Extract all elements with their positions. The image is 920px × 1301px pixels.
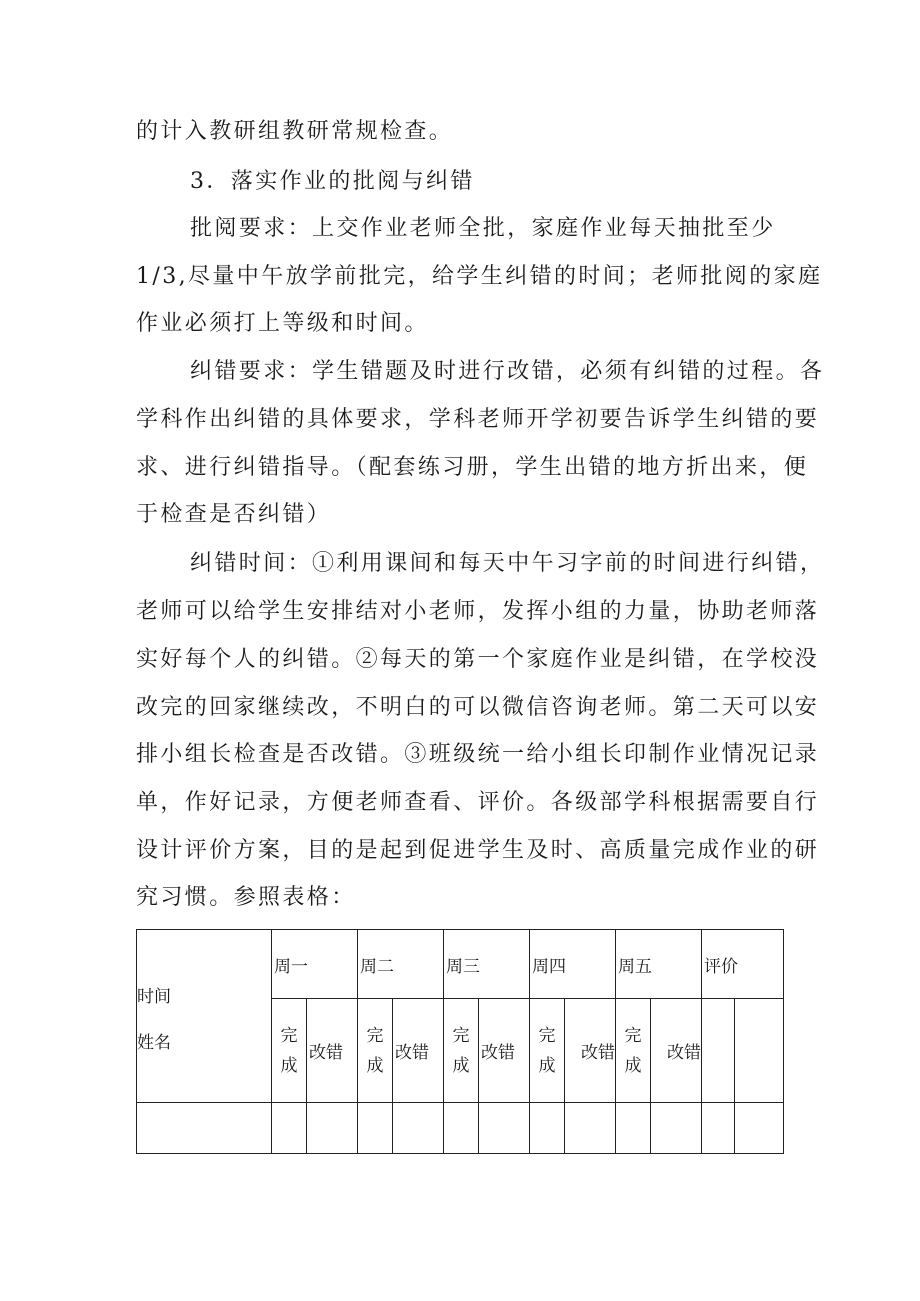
blank-cell [444,1103,479,1154]
blank-cell [272,1103,307,1154]
blank-cell [702,1103,735,1154]
name-label: 姓名 [137,1033,171,1053]
text-line: 排小组长检查是否改错。③班级统一给小组长印制作业情况记录 [136,742,820,767]
blank-cell [358,1103,393,1154]
text-line: 学科作出纠错的具体要求，学科老师开学初要告诉学生纠错的要 [136,407,820,432]
table-corner-header [137,930,272,1103]
blank-cell [393,1103,444,1154]
done-top: 完 [452,1025,470,1046]
done-cell [272,999,307,1103]
fix-cell: 改错 [393,999,444,1103]
name-cell [137,1103,272,1154]
header-monday: 周一 [272,930,358,999]
homework-record-table [136,929,784,1154]
done-cell [358,999,393,1103]
text-line: 作业必须打上等级和时间。 [136,311,429,336]
done-cell [444,999,479,1103]
blank-cell [651,1103,702,1154]
eval-cell [735,999,784,1103]
text-line: 老师可以给学生安排结对小老师，发挥小组的力量，协助老师落 [136,599,820,624]
blank-cell [530,1103,565,1154]
text-line: 改完的回家继续改，不明白的可以微信咨询老师。第二天可以安 [136,695,820,720]
text-line: 纠错要求：学生错题及时进行改错，必须有纠错的过程。各 [190,359,825,384]
blank-cell [616,1103,651,1154]
text-line: 实好每个人的纠错。②每天的第一个家庭作业是纠错，在学校没 [136,647,820,672]
text-line: 1/3,尽量中午放学前批完，给学生纠错的时间；老师批阅的家庭 [136,264,823,289]
done-top: 完 [366,1025,384,1046]
text-line: 纠错时间：①利用课间和每天中午习字前的时间进行纠错， [190,551,825,576]
header-evaluation: 评价 [702,930,784,999]
blank-cell [735,1103,784,1154]
done-top: 完 [280,1025,298,1046]
text-line: 批阅要求：上交作业老师全批，家庭作业每天抽批至少 [190,216,776,241]
fix-cell: 改错 [307,999,358,1103]
blank-cell [307,1103,358,1154]
eval-cell [702,999,735,1103]
done-top: 完 [624,1025,642,1046]
blank-cell [479,1103,530,1154]
done-bottom: 成 [624,1055,642,1076]
done-cell [530,999,565,1103]
text-line: 单，作好记录，方便老师查看、评价。各级部学科根据需要自行 [136,790,820,815]
done-bottom: 成 [366,1055,384,1076]
header-tuesday: 周二 [358,930,444,999]
done-bottom: 成 [538,1055,556,1076]
done-cell [616,999,651,1103]
header-friday: 周五 [616,930,702,999]
header-thursday: 周四 [530,930,616,999]
done-top: 完 [538,1025,556,1046]
text-line: 究习惯。参照表格： [136,885,356,910]
text-line: 设计评价方案，目的是起到促进学生及时、高质量完成作业的研 [136,838,820,863]
text-line: 于检查是否纠错） [136,502,332,527]
section-heading: 3．落实作业的批阅与纠错 [190,169,475,194]
fix-cell: 改错 [479,999,530,1103]
text-line: 的计入教研组教研常规检查。 [136,119,454,144]
header-wednesday: 周三 [444,930,530,999]
blank-cell [565,1103,616,1154]
text-line: 求、进行纠错指导。（配套练习册，学生出错的地方折出来，便 [136,455,809,480]
done-bottom: 成 [452,1055,470,1076]
time-label: 时间 [137,987,171,1007]
fix-cell: 改错 [565,999,616,1103]
done-bottom: 成 [280,1055,298,1076]
fix-cell: 改错 [651,999,702,1103]
